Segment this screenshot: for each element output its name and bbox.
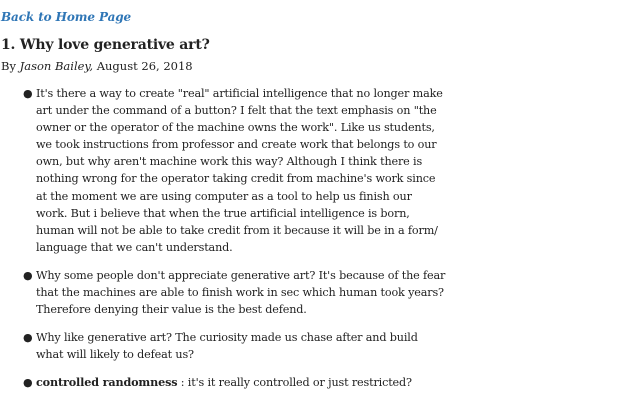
bullet-icon: ● (23, 87, 33, 100)
bullet-icon: ● (23, 376, 33, 390)
page-title: 1. Why love generative art? (1, 37, 210, 53)
bullet-icon: ● (23, 268, 33, 282)
publish-date: August 26, 2018 (96, 59, 193, 73)
bullet-text: Why like generative art? The curiosity made us chase after and build what will likely to defeat us? (36, 331, 418, 362)
list-item (23, 85, 446, 256)
bullet-text: Why some people don't appreciate generative art? It's because of the fear that the machines are able to finish work in sec which human took years? Therefore denying their value is the best defend. (36, 268, 446, 317)
byline (1, 59, 193, 73)
list-item (23, 329, 446, 363)
notes-list (16, 85, 446, 400)
bullet-icon: ● (23, 331, 33, 345)
author-name: Jason Bailey, (19, 59, 94, 73)
bullet-text: It's there a way to create "real" artificial intelligence that no longer make art under the command of a button? I felt that the text emphasis on "the owner or the operator of the machine owns the work". Like us students, we took instructions from professor and create work that belongs to our own, but why aren't machine work this way? Although I think there is nothing wrong for the operator taking credit from machine's work since at the moment we are using computer as a tool to help us finish our work. But i believe that when the true artificial intelligence is born, human will not be able to take credit from it because it will be in a form/ language that we can't understand. (36, 87, 443, 254)
list-item (23, 267, 446, 318)
bullet-text: : it's it really controlled or just restricted? (177, 376, 412, 390)
byline-prefix: By (1, 59, 16, 73)
back-to-home-link[interactable]: Back to Home Page (1, 10, 132, 24)
bullet-bold-text: controlled randomness (36, 375, 178, 390)
list-item (23, 374, 446, 391)
